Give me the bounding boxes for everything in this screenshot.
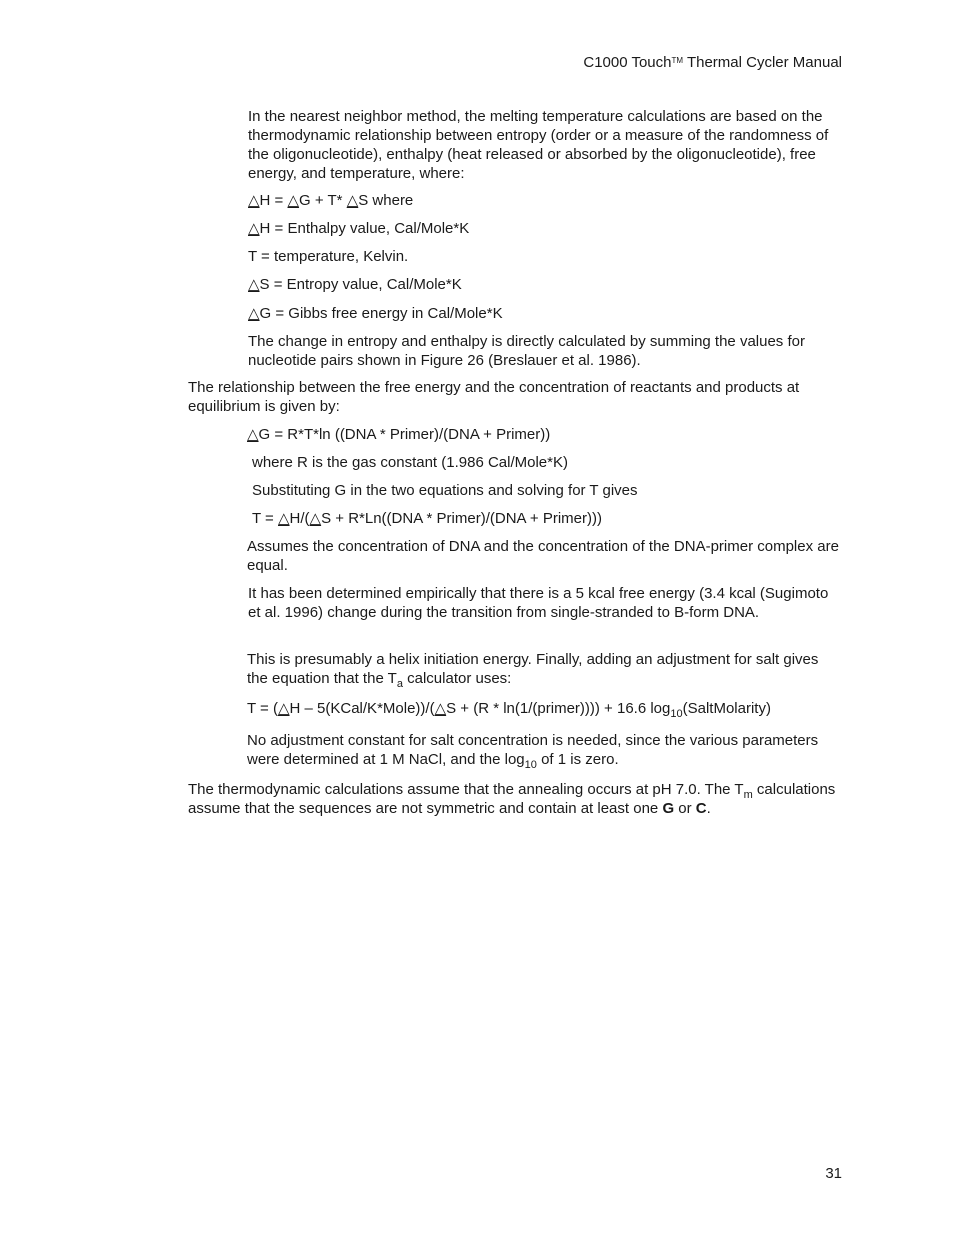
- equation-text: T =: [252, 510, 278, 527]
- equation-text: G + T*: [299, 192, 347, 209]
- bold-c: C: [695, 800, 707, 817]
- manual-title: C1000 Touch: [583, 54, 672, 71]
- gas-constant-note: where R is the gas constant (1.986 Cal/Mole*K): [252, 454, 568, 471]
- equation-text: S + (R * ln(1/(primer)))) + 16.6 log: [446, 700, 671, 717]
- substitution-note: Substituting G in the two equations and solving for T gives: [252, 482, 638, 499]
- delta-symbol: △: [248, 276, 260, 293]
- running-header: [583, 51, 842, 72]
- paragraph-text: The thermodynamic calculations assume that the annealing occurs at pH 7.0. The T: [188, 781, 744, 798]
- paragraph-helix-initiation: [247, 650, 843, 688]
- paragraph-text: calculator uses:: [402, 670, 512, 687]
- definition-entropy: [248, 275, 842, 294]
- paragraph-text: of 1 is zero.: [536, 751, 619, 768]
- trademark-mark: TM: [671, 56, 684, 65]
- equation-text: S where: [358, 192, 414, 209]
- equation-text: G = R*T*ln ((DNA * Primer)/(DNA + Primer)): [258, 426, 551, 443]
- subscript-m: m: [743, 789, 753, 801]
- delta-symbol: △: [277, 700, 290, 717]
- definition-text: S = Entropy value, Cal/Mole*K: [259, 276, 462, 293]
- paragraph-thermodynamic-assumptions: [188, 780, 842, 818]
- equation-text: H – 5(KCal/K*Mole))/(: [289, 700, 435, 717]
- paragraph-text: No adjustment constant for salt concentration is needed, since the various parameters were determined at 1 M NaCl, and the log: [247, 732, 819, 768]
- paragraph-entropy-enthalpy: The change in entropy and enthalpy is directly calculated by summing the values for nucleotide pairs shown in Figure 26 (Breslauer et al. 1986).: [248, 333, 805, 369]
- paragraph-free-energy-relationship: The relationship between the free energy and the concentration of reactants and products at equilibrium is given by:: [188, 379, 800, 415]
- definition-gibbs: [248, 304, 842, 323]
- paragraph-text: .: [706, 800, 711, 817]
- subscript-a: a: [396, 678, 403, 690]
- paragraph-text: This is presumably a helix initiation energy. Finally, adding an adjustment for salt gives the equation that the T: [247, 651, 819, 687]
- paragraph-nearest-neighbor: In the nearest neighbor method, the melting temperature calculations are based on the thermodynamic relationship between entropy (order or a measure of the randomness of the oligonucleotide), enthalpy (heat released or absorbed by the oligonucleotide), free energy, and temperature, where:: [248, 108, 829, 182]
- equation-text: H =: [259, 192, 288, 209]
- subscript-10: 10: [524, 759, 537, 771]
- bold-g: G: [662, 800, 675, 817]
- paragraph-concentration-assumption: Assumes the concentration of DNA and the concentration of the DNA-primer complex are equal.: [247, 538, 839, 574]
- delta-symbol: △: [287, 192, 300, 209]
- equation-text: (SaltMolarity): [682, 700, 771, 717]
- manual-title-suffix: Thermal Cycler Manual: [683, 54, 842, 71]
- paragraph-text: calculations assume that the sequences are not symmetric and contain at least one: [188, 781, 836, 817]
- delta-symbol: △: [346, 192, 359, 209]
- equation-enthalpy-relation: [248, 191, 842, 210]
- equation-temperature: [252, 509, 842, 528]
- equation-text: T = (: [247, 700, 278, 717]
- delta-symbol: △: [247, 426, 259, 443]
- delta-symbol: △: [278, 510, 290, 527]
- delta-symbol: △: [248, 192, 260, 209]
- definition-text: G = Gibbs free energy in Cal/Mole*K: [259, 305, 503, 322]
- page-number: 31: [825, 1165, 842, 1182]
- paragraph-empirical-energy: It has been determined empirically that there is a 5 kcal free energy (3.4 kcal (Sugimoto et al. 1996) change during the transition from single-stranded to B-form DNA.: [248, 585, 829, 621]
- equation-free-energy: [247, 425, 843, 444]
- delta-symbol: △: [248, 305, 260, 322]
- paragraph-salt-constant: [247, 731, 843, 769]
- definition-temperature: T = temperature, Kelvin.: [248, 248, 409, 265]
- delta-symbol: △: [248, 220, 260, 237]
- delta-symbol: △: [434, 700, 447, 717]
- delta-symbol: △: [309, 510, 322, 527]
- paragraph-text: or: [674, 800, 696, 817]
- definition-enthalpy: [248, 219, 842, 238]
- subscript-10: 10: [670, 708, 683, 720]
- equation-text: S + R*Ln((DNA * Primer)/(DNA + Primer))): [321, 510, 602, 527]
- equation-salt-adjusted: [247, 699, 843, 718]
- definition-text: H = Enthalpy value, Cal/Mole*K: [259, 220, 470, 237]
- equation-text: H/(: [289, 510, 310, 527]
